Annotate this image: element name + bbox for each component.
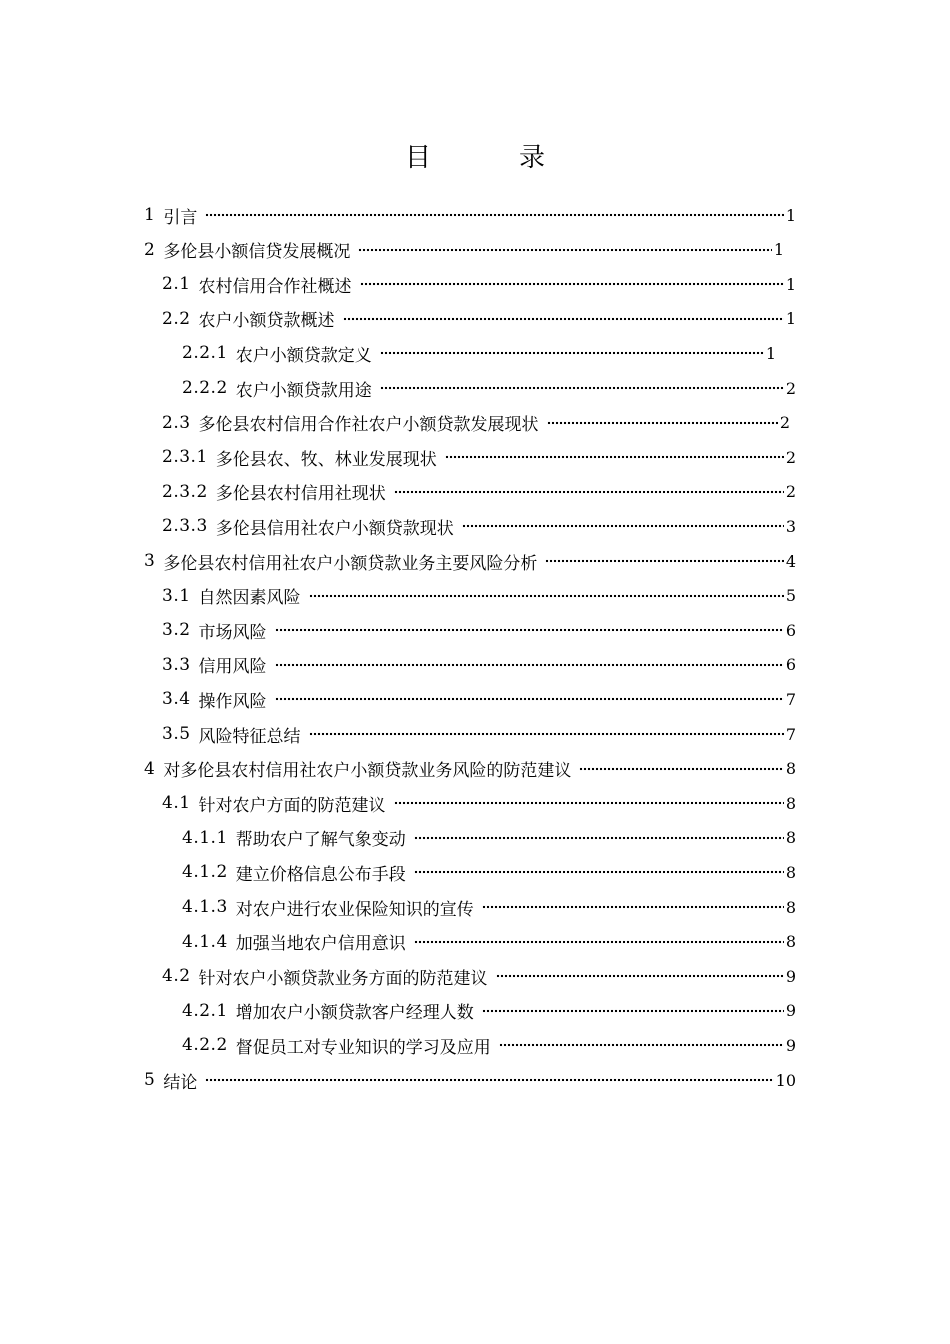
toc-entry-page-number: 8 — [785, 828, 796, 848]
toc-entry[interactable] — [162, 302, 796, 336]
toc-entry-page-number: 1 — [785, 205, 796, 225]
toc-entry-title: 多伦县农村信用社现状 — [215, 484, 386, 505]
toc-entry-title: 加强当地农户信用意识 — [235, 934, 406, 955]
toc-dot-leader — [309, 594, 784, 598]
page-title — [0, 140, 950, 176]
toc-entry-page-number: 9 — [785, 1001, 796, 1021]
toc-entry-page-number: 1 — [765, 343, 776, 363]
toc-dot-leader — [343, 317, 784, 321]
toc-entry-page-number: 7 — [785, 724, 796, 744]
toc-dot-leader — [394, 801, 784, 805]
toc-entry[interactable] — [182, 371, 796, 405]
toc-dot-leader — [275, 697, 784, 701]
toc-entry-number: 4.1.2 — [182, 862, 228, 883]
toc-entry-page-number: 1 — [785, 309, 796, 329]
toc-entry-page-number: 1 — [773, 240, 784, 260]
toc-entry[interactable] — [162, 267, 796, 301]
title-char-2: 录 — [519, 143, 546, 173]
toc-dot-leader — [309, 732, 784, 736]
toc-entry-title: 对农户进行农业保险知识的宣传 — [235, 899, 474, 920]
toc-entry-title: 多伦县信用社农户小额贷款现状 — [215, 518, 454, 539]
toc-dot-leader — [496, 974, 784, 978]
toc-entry-number: 3 — [144, 551, 156, 571]
toc-entry-page-number: 3 — [785, 516, 796, 536]
toc-entry[interactable] — [144, 752, 796, 786]
toc-entry-title: 结论 — [163, 1072, 198, 1093]
toc-entry-title: 针对农户小额贷款业务方面的防范建议 — [198, 968, 488, 989]
toc-entry-title: 农户小额贷款概述 — [198, 311, 335, 332]
toc-entry-title: 帮助农户了解气象变动 — [235, 830, 406, 851]
toc-dot-leader — [482, 1009, 784, 1013]
toc-entry-number: 2.1 — [162, 274, 191, 295]
toc-entry-page-number: 2 — [785, 447, 796, 467]
toc-dot-leader — [482, 905, 784, 909]
toc-entry[interactable] — [162, 682, 796, 716]
toc-entry-title: 自然因素风险 — [198, 588, 301, 609]
toc-dot-leader — [380, 351, 764, 355]
toc-entry-title: 多伦县农、牧、林业发展现状 — [215, 449, 437, 470]
toc-entry-page-number: 7 — [785, 689, 796, 709]
toc-entry-page-number: 6 — [785, 620, 796, 640]
toc-entry[interactable] — [182, 925, 796, 959]
toc-entry-page-number: 8 — [785, 932, 796, 952]
toc-entry[interactable] — [162, 786, 796, 820]
toc-entry-number: 4.2 — [162, 966, 191, 987]
toc-entry-number: 5 — [144, 1070, 156, 1090]
toc-entry-title: 针对农户方面的防范建议 — [198, 795, 386, 816]
toc-entry-title: 农村信用合作社概述 — [198, 276, 352, 297]
toc-entry[interactable] — [162, 613, 796, 647]
toc-entry-page-number: 9 — [785, 966, 796, 986]
toc-entry-number: 3.4 — [162, 689, 191, 710]
toc-dot-leader — [547, 421, 778, 425]
toc-entry-number: 2.3.1 — [162, 447, 208, 468]
toc-entry-title: 风险特征总结 — [198, 726, 301, 747]
toc-dot-leader — [358, 248, 771, 252]
toc-dot-leader — [205, 213, 783, 217]
toc-entry[interactable] — [182, 994, 796, 1028]
toc-entry-page-number: 8 — [785, 897, 796, 917]
toc-dot-leader — [414, 836, 784, 840]
toc-dot-leader — [275, 628, 784, 632]
toc-entry-number: 2 — [144, 239, 156, 260]
toc-entry-title: 多伦县小额信贷发展概况 — [163, 242, 351, 263]
toc-entry[interactable] — [162, 579, 796, 613]
toc-entry-number: 2.3.2 — [162, 481, 208, 502]
toc-dot-leader — [414, 870, 784, 874]
toc-entry-number: 2.3.3 — [162, 516, 208, 537]
toc-entry-title: 引言 — [163, 207, 198, 228]
toc-dot-leader — [579, 767, 783, 771]
toc-entry[interactable] — [182, 1028, 796, 1062]
toc-entry-page-number: 8 — [785, 862, 796, 882]
toc-entry-number: 2.3 — [162, 412, 191, 433]
toc-entry-title: 对多伦县农村信用社农户小额贷款业务风险的防范建议 — [163, 761, 572, 782]
toc-entry-page-number: 2 — [779, 413, 790, 433]
toc-entry[interactable] — [144, 233, 784, 267]
toc-entry-title: 农户小额贷款定义 — [235, 345, 372, 366]
toc-entry-page-number: 10 — [775, 1070, 796, 1090]
toc-dot-leader — [380, 386, 784, 390]
toc-entry-title: 督促员工对专业知识的学习及应用 — [235, 1037, 491, 1058]
toc-entry-page-number: 8 — [785, 793, 796, 813]
toc-entry-number: 4.1.3 — [182, 897, 228, 917]
toc-entry-page-number: 2 — [785, 482, 796, 502]
toc-dot-leader — [445, 455, 784, 459]
toc-entry-title: 操作风险 — [198, 691, 267, 712]
toc-entry-number: 2.2.1 — [182, 343, 228, 364]
toc-entry-title: 农户小额贷款用途 — [235, 380, 372, 401]
toc-entry[interactable] — [162, 406, 790, 440]
toc-dot-leader — [394, 490, 784, 494]
toc-entry-number: 4.1 — [162, 793, 191, 814]
toc-entry[interactable] — [182, 890, 796, 924]
toc-entry-page-number: 9 — [785, 1035, 796, 1055]
toc-entry[interactable] — [182, 821, 796, 855]
toc-dot-leader — [414, 940, 784, 944]
toc-entry-number: 3.3 — [162, 654, 191, 675]
toc-entry[interactable] — [162, 475, 796, 509]
toc-entry[interactable] — [162, 717, 796, 751]
toc-entry[interactable] — [182, 855, 796, 889]
toc-entry-number: 4.1.4 — [182, 931, 228, 952]
toc-entry-number: 3.5 — [162, 724, 191, 744]
toc-entry-title: 市场风险 — [198, 622, 267, 643]
toc-entry-title: 多伦县农村信用社农户小额贷款业务主要风险分析 — [163, 553, 538, 574]
toc-entry-number: 3.1 — [162, 585, 191, 606]
toc-entry-page-number: 1 — [785, 274, 796, 294]
toc-entry-page-number: 4 — [785, 551, 796, 571]
toc-entry[interactable] — [162, 648, 796, 682]
toc-entry-number: 1 — [144, 205, 156, 225]
toc-entry-number: 4.2.2 — [182, 1035, 228, 1056]
toc-entry-title: 信用风险 — [198, 657, 267, 678]
toc-entry[interactable] — [162, 509, 796, 543]
toc-entry-title: 多伦县农村信用合作社农户小额贷款发展现状 — [198, 415, 539, 436]
toc-entry-number: 4.1.1 — [182, 827, 228, 848]
toc-entry[interactable] — [144, 198, 796, 232]
toc-entry-number: 4 — [144, 758, 156, 779]
toc-dot-leader — [499, 1043, 784, 1047]
toc-entry-page-number: 2 — [785, 378, 796, 398]
toc-entry-title: 增加农户小额贷款客户经理人数 — [235, 1003, 474, 1024]
toc-entry[interactable] — [144, 544, 796, 578]
toc-dot-leader — [205, 1078, 773, 1082]
toc-entry-number: 3.2 — [162, 620, 191, 641]
toc-entry[interactable] — [162, 959, 796, 993]
title-char-1: 目 — [404, 143, 431, 173]
toc-entry[interactable] — [182, 336, 776, 370]
toc-entry[interactable] — [144, 1063, 796, 1097]
toc-entry-page-number: 5 — [785, 586, 796, 606]
toc-entry-number: 2.2 — [162, 308, 191, 329]
toc-entry-number: 2.2.2 — [182, 378, 228, 398]
toc-dot-leader — [275, 663, 784, 667]
toc-dot-leader — [462, 524, 784, 528]
toc-dot-leader — [360, 282, 784, 286]
toc-entry-page-number: 8 — [785, 759, 796, 779]
toc-entry-page-number: 6 — [785, 655, 796, 675]
toc-dot-leader — [545, 559, 783, 563]
toc-entry-number: 4.2.1 — [182, 1000, 228, 1021]
toc-entry[interactable] — [162, 440, 796, 474]
toc-entry-title: 建立价格信息公布手段 — [235, 864, 406, 885]
